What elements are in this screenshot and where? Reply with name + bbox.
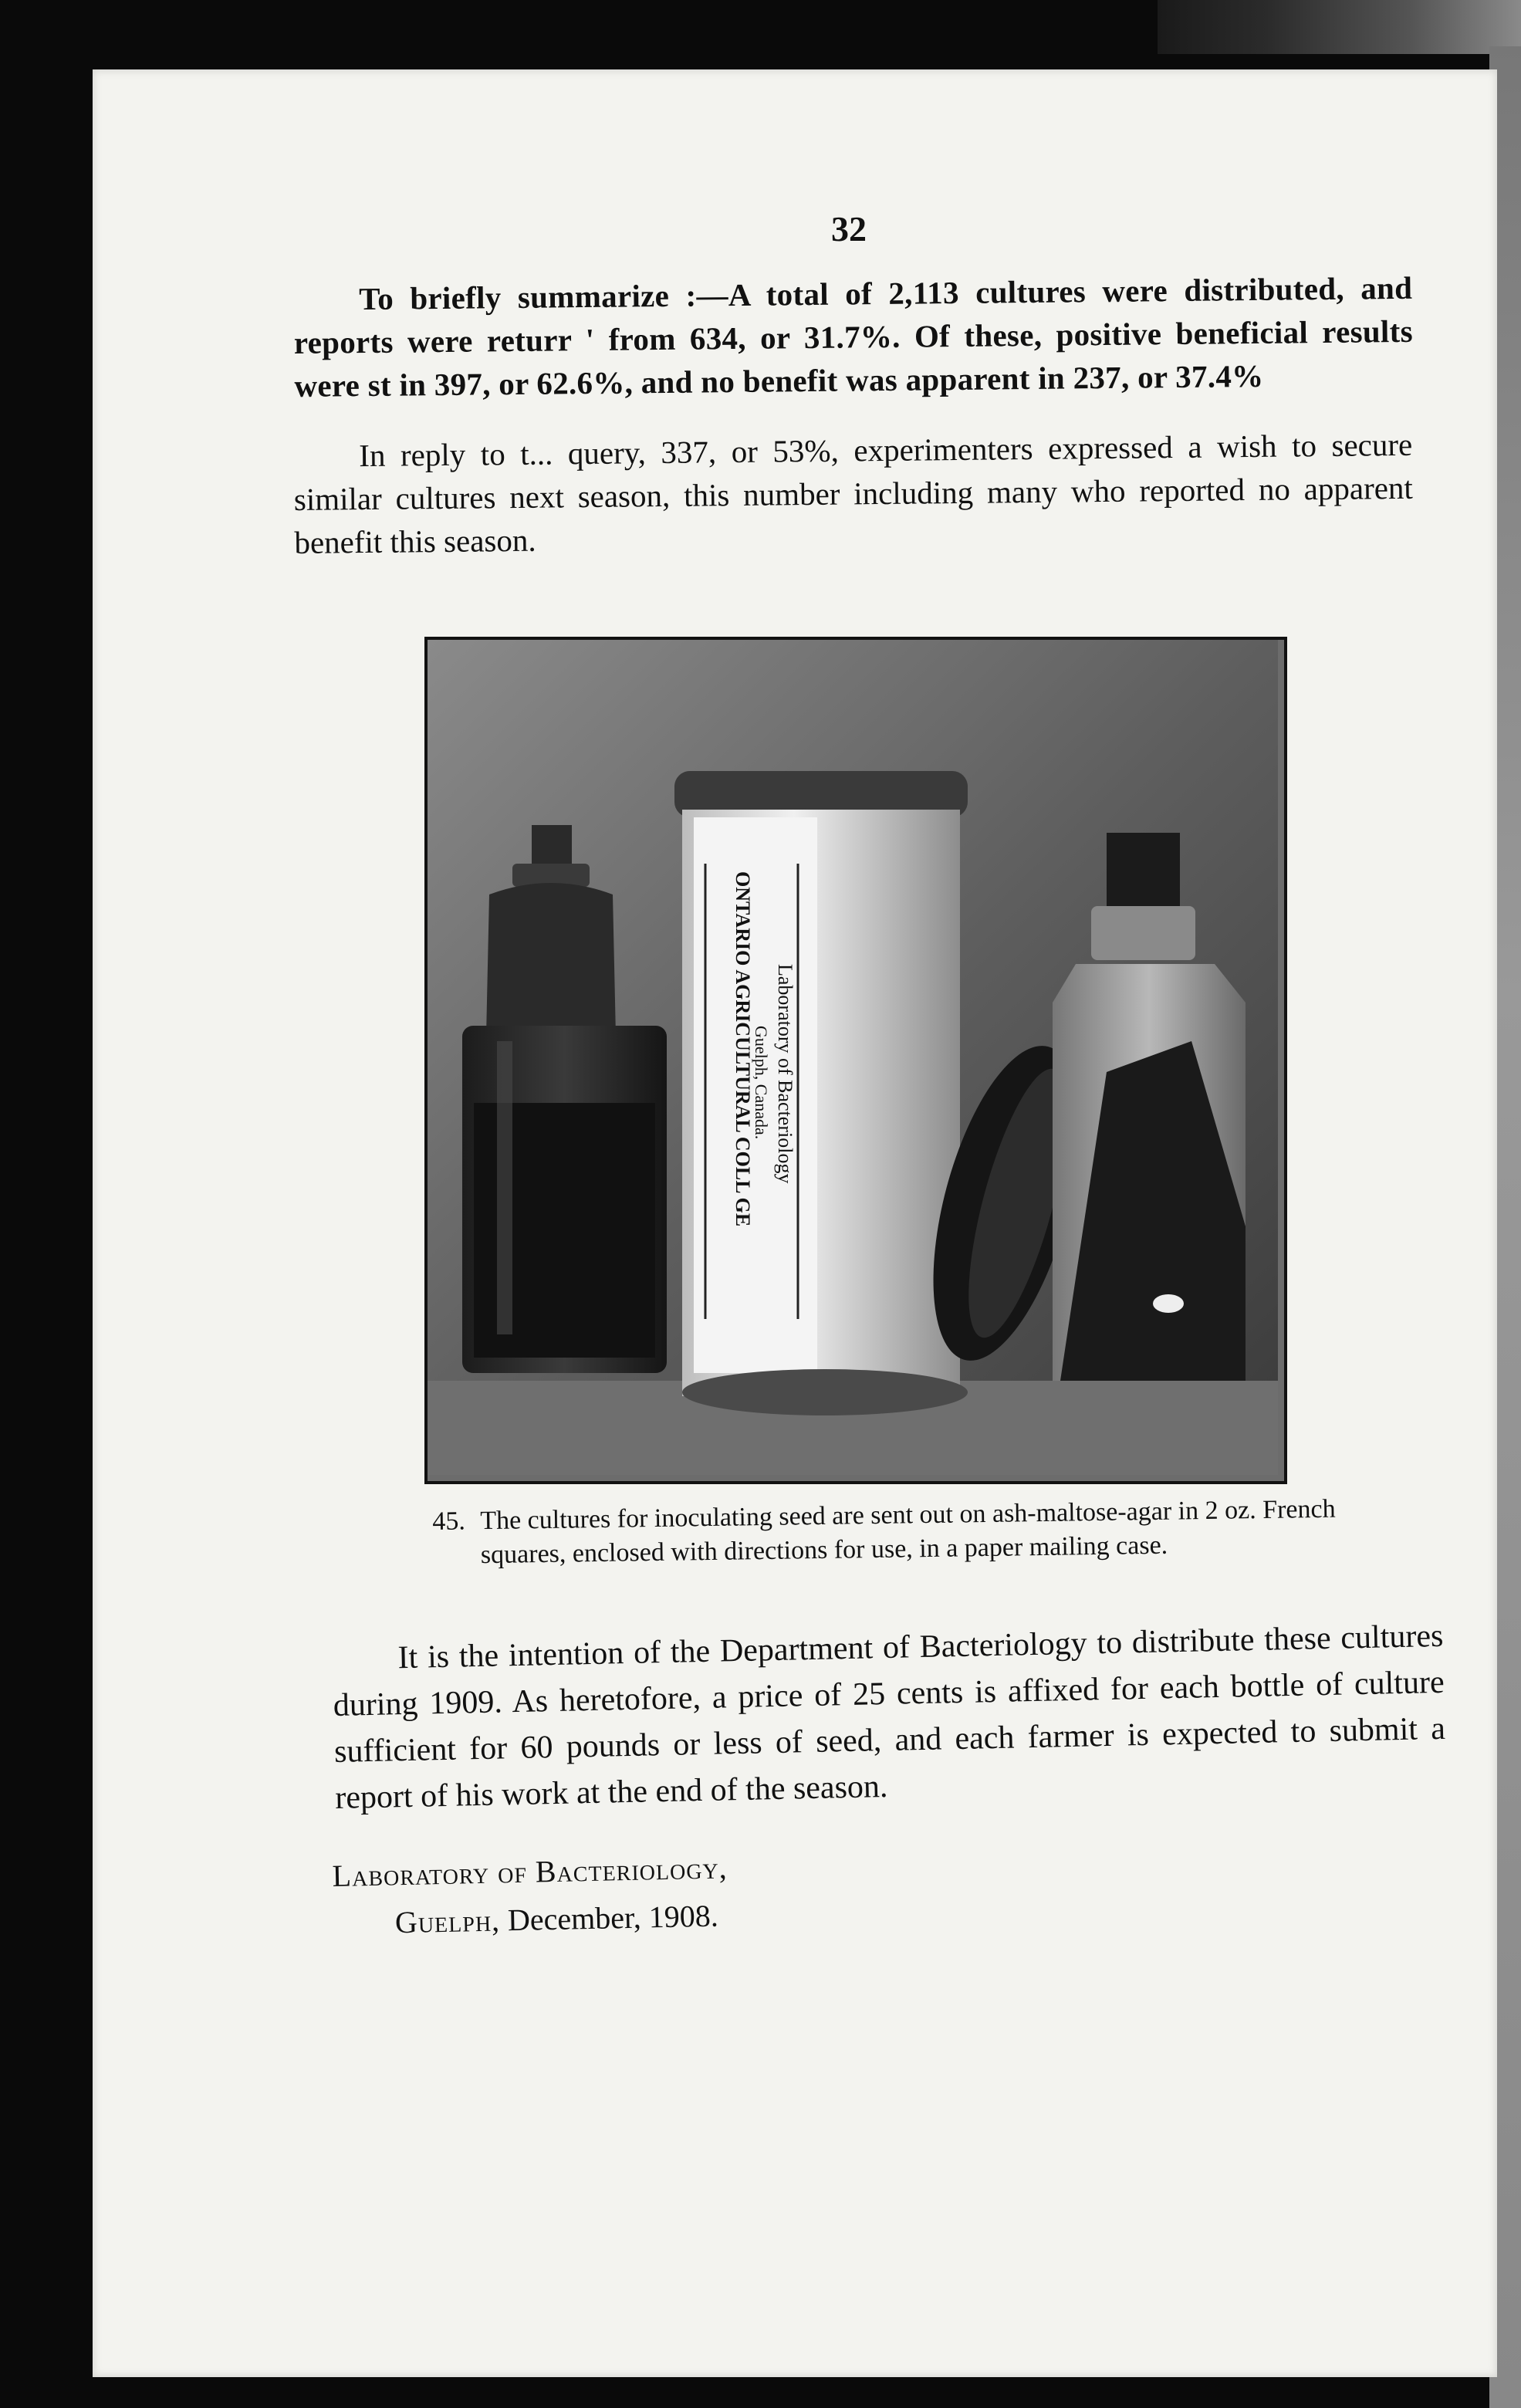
signature-laboratory: Laboratory of Bacteriology, xyxy=(332,1850,728,1893)
caption-line-1: The cultures for inoculating seed are sent out on ash-maltose-agar in 2 oz. French xyxy=(480,1494,1336,1536)
figure-number: 45. xyxy=(432,1507,466,1536)
page-number: 32 xyxy=(831,209,867,249)
culture-canister xyxy=(674,771,968,1415)
scanner-edge-strip xyxy=(1158,0,1521,54)
signature-place: Guelph, xyxy=(394,1902,501,1940)
canister-label-line-3: Guelph, Canada. xyxy=(752,1026,771,1140)
caption-line-2: squares, enclosed with directions for use, in a paper mailing case. xyxy=(480,1530,1168,1570)
signature-block xyxy=(332,1844,729,1948)
bottles-and-canister-illustration xyxy=(428,640,1278,1475)
figure-photograph xyxy=(424,637,1287,1484)
signature-date: December, 1908. xyxy=(507,1898,719,1938)
reply-paragraph: In reply to t... query, 337, or 53%, experimenters expressed a wish to secure similar cultures next season, this number including many who reported no apparent benefit this season. xyxy=(293,426,1414,560)
closing-paragraph: It is the intention of the Department of Bacteriology to distribute these cultures during 1909. As heretofore, a price of 25 cents is affixed for each bottle of culture sufficient for 60 pounds or less of seed, and each farmer is expected to submit a report of his work at the end of the season. xyxy=(333,1618,1446,1816)
canister-label-line-2: ONTARIO AGRICULTURAL COLL GE xyxy=(732,871,754,1227)
summary-paragraph: To briefly summarize :—A total of 2,113 cultures were distributed, and reports were returr ' from 634, or 31.7%. Of these, positive beneficial results were st in 397, or 62.6%, and no benefit was apparent in 237, or 37.4% xyxy=(293,269,1414,404)
canister-label-line-1: Laboratory of Bacteriology xyxy=(774,964,796,1184)
